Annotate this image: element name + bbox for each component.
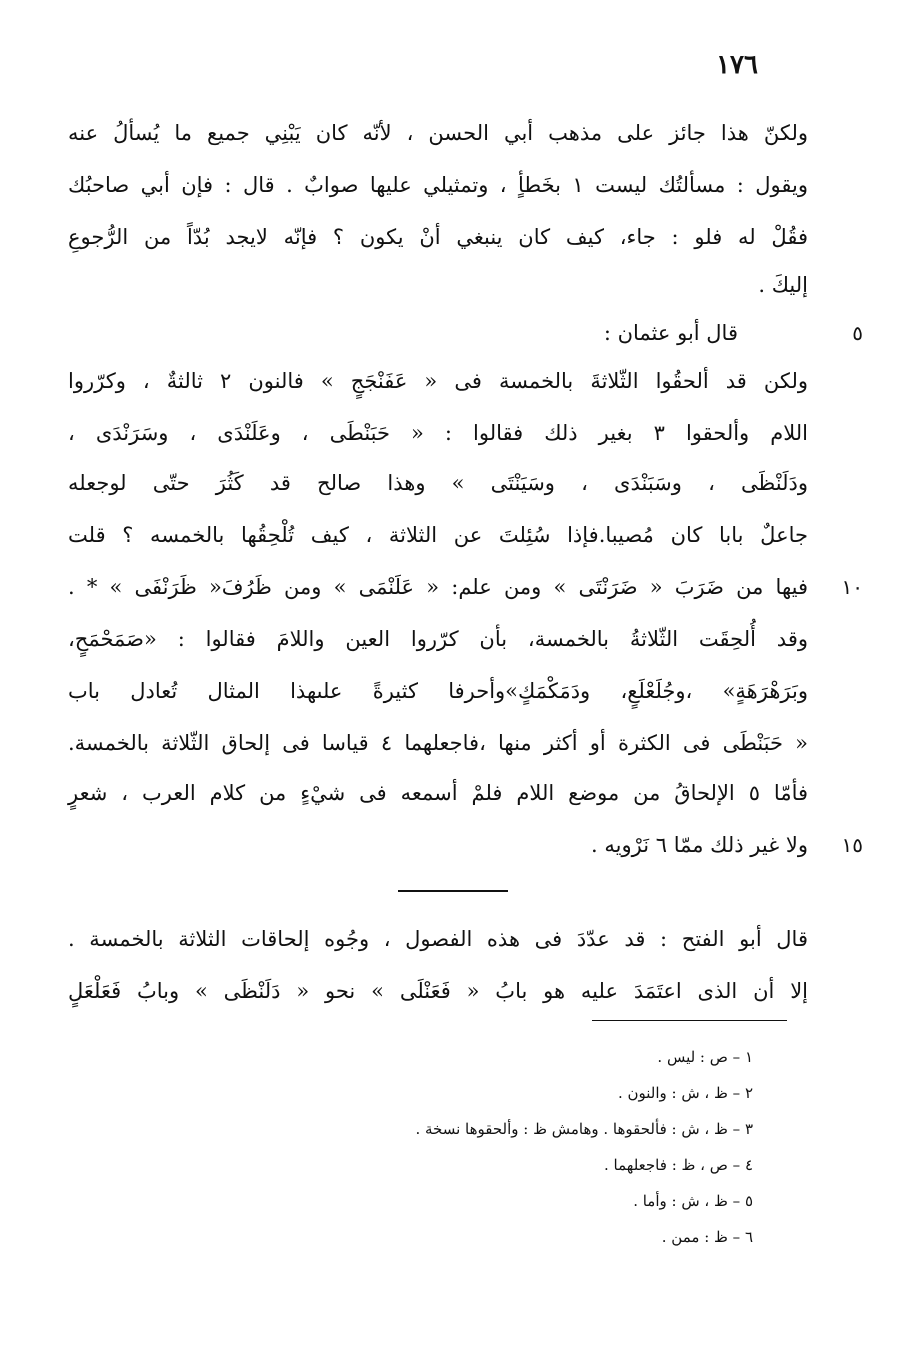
text-line: إليكَ . [758,273,808,297]
footnote-separator [592,1020,787,1021]
text-line: قال أبو عثمان : [603,321,738,345]
line-number: ١٥ [841,833,863,857]
text-line: ولا غير ذلك ممّا ٦ نَرْويه . [591,833,808,857]
page-number: ١٧٦ [716,50,758,80]
text-line: « حَبَنْطَى فى الكثرة أو أكثر منها ،فاجعلهما ٤ قياسا فى إلحاق الثّلاثة بالخمسة. [68,731,808,755]
text-line: ويقول : مسألتُك ليست ١ بخَطأٍ ، وتمثيلي عليها صوابٌ . قال : فإن أبي صاحبُك [68,173,808,197]
section-separator [398,890,508,892]
footnote: ٢ – ظ ، ش : والنون . [617,1084,753,1102]
text-line: جاعلٌ بابا كان مُصيبا.فإذا سُئِلتَ عن الثلاثة ، كيف تُلْحِقُها بالخمسه ؟ قلت [68,523,808,547]
text-line: ولكن قد ألحقُوا الثّلاثةَ بالخمسة فى « عَفَنْجَجٍ » فالنون ٢ ثالثةٌ ، وكرّروا [68,369,808,393]
footnote: ١ – ص : ليس . [657,1048,753,1066]
footnote: ٥ – ظ ، ش : وأما . [633,1192,753,1210]
text-line: فيها من ضَرَبَ « ضَرَنْتَى » ومن علم: « عَلَنْمَى » ومن ظَرُفَ« ظَرَنْفَى » * . [68,575,808,599]
commentary-line: قال أبو الفتح : قد عدّدَ فى هذه الفصول ، وجُوه إلحاقات الثلاثة بالخمسة . [68,927,808,951]
text-line: وقد أُلحِقَت الثّلاثةُ بالخمسة، بأن كرّروا العين واللامَ فقالوا : «صَمَحْمَحٍ، [68,627,808,651]
text-line: فقُلْ له فلو : جاء، كيف كان ينبغي أنْ يكون ؟ فإنّه لايجد بُدّاً من الرُّجوعِ [68,225,808,249]
commentary-line: إلا أن الذى اعتَمَدَ عليه هو بابُ « فَعَنْلَى » نحو « دَلَنْظَى » وبابُ فَعَلْعَلٍ [68,979,808,1003]
footnote: ٦ – ظ : ممن . [661,1228,753,1246]
text-line: ودَلَنْظَى ، وسَبَنْدَى ، وسَيَنْتَى » وهذا صالح قد كَثُرَ حتّى لوجعله [68,471,808,495]
text-line: اللام وألحقوا ٣ بغير ذلك فقالوا : « حَبَنْطَى ، وعَلَنْدَى ، وسَرَنْدَى ، [68,421,809,445]
line-number: ١٠ [841,575,863,599]
text-line: فأمّا ٥ الإلحاقُ من موضع اللام فلمْ أسمعه فى شيْءٍ من كلام العرب ، شعرٍ [68,781,809,805]
line-number: ٥ [852,321,863,345]
text-line: وبَرَهْرَهَةٍ» ،وجُلَعْلَعٍ، ودَمَكْمَكٍ»وأحرفا كثيرةً علىهذا المثال تُعادل باب [68,679,808,703]
footnote: ٤ – ص ، ظ : فاجعلهما . [604,1156,753,1174]
text-line: ولكنّ هذا جائز على مذهب أبي الحسن ، لأنّه كان يَبْنِي جميع ما يُسألُ عنه [68,121,808,145]
footnote: ٣ – ظ ، ش : فألحقوها . وهامش ظ : وألحقوها نسخة . [415,1120,753,1138]
